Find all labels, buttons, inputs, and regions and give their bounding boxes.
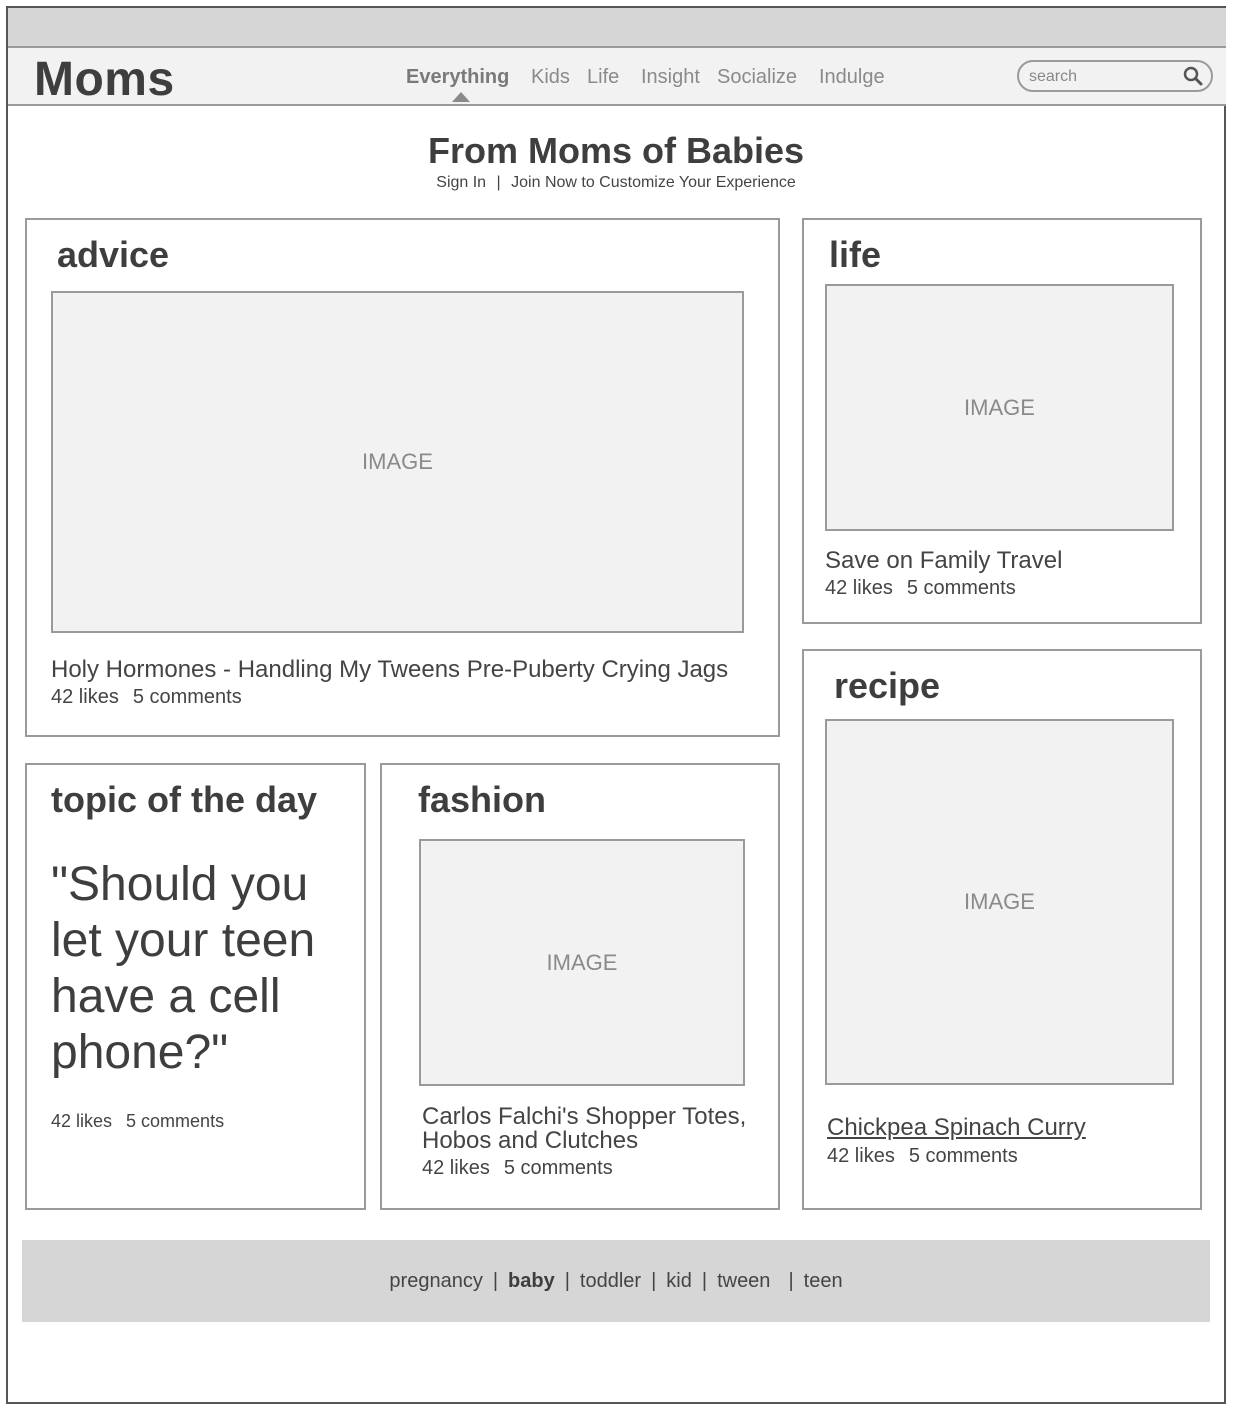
- fashion-image[interactable]: [419, 839, 745, 1086]
- stage-kid-link[interactable]: kid: [666, 1269, 692, 1292]
- browser-top-strip: [8, 8, 1226, 48]
- site-logo[interactable]: Moms: [34, 53, 175, 106]
- card-title: life: [829, 234, 882, 275]
- stage-separator: |: [651, 1269, 657, 1292]
- life-card: [802, 218, 1202, 624]
- stage-separator: |: [492, 1269, 499, 1292]
- advice-meta: [51, 686, 242, 709]
- nav-item-socialize[interactable]: Socialize: [717, 66, 798, 88]
- stage-teen-link[interactable]: teen: [803, 1269, 843, 1292]
- sign-in-link[interactable]: Sign In: [436, 174, 487, 191]
- likes-count[interactable]: 42 likes: [51, 1111, 113, 1131]
- life-headline-link[interactable]: Save on Family Travel: [825, 547, 1063, 574]
- fashion-meta: [422, 1157, 613, 1180]
- fashion-headline-link[interactable]: [422, 1105, 746, 1153]
- image-placeholder-label: IMAGE: [362, 449, 433, 474]
- image-placeholder-label: IMAGE: [964, 394, 1035, 420]
- search-input[interactable]: [1027, 65, 1181, 89]
- life-meta: [825, 577, 1016, 600]
- page-title: From Moms of Babies: [427, 130, 805, 171]
- stage-separator: |: [788, 1269, 794, 1292]
- stage-separator: |: [564, 1269, 570, 1292]
- card-title: fashion: [418, 779, 547, 820]
- fashion-headline-line-2: Hobos and Clutches: [422, 1127, 639, 1154]
- nav-item-everything[interactable]: Everything: [406, 66, 510, 88]
- stage-separator: |: [701, 1269, 708, 1292]
- likes-count[interactable]: 42 likes: [51, 686, 119, 708]
- recipe-card: [802, 649, 1202, 1210]
- card-title: advice: [57, 234, 170, 275]
- comments-count[interactable]: 5 comments: [126, 1111, 225, 1131]
- search-box: [1017, 60, 1213, 92]
- comments-count[interactable]: 5 comments: [503, 1157, 613, 1179]
- advice-image[interactable]: [51, 291, 744, 633]
- stage-tween-link[interactable]: tween: [717, 1269, 771, 1292]
- active-nav-caret-icon: [452, 92, 470, 102]
- likes-count[interactable]: 42 likes: [422, 1157, 490, 1179]
- stage-pregnancy-link[interactable]: pregnancy: [389, 1269, 483, 1292]
- image-placeholder-label: IMAGE: [546, 949, 618, 975]
- card-title: topic of the day: [51, 779, 318, 820]
- stage-toddler-link[interactable]: toddler: [579, 1269, 642, 1292]
- likes-count[interactable]: 42 likes: [827, 1145, 895, 1167]
- recipe-meta: [827, 1145, 1018, 1168]
- stage-baby-link[interactable]: baby: [508, 1269, 555, 1292]
- account-links: [0, 174, 1232, 192]
- comments-count[interactable]: 5 comments: [906, 577, 1016, 599]
- nav-item-insight[interactable]: Insight: [641, 66, 700, 88]
- fashion-headline-line-1: Carlos Falchi's Shopper Totes,: [422, 1103, 747, 1130]
- advice-card: [25, 218, 780, 737]
- likes-count[interactable]: 42 likes: [825, 577, 893, 599]
- topic-meta: [51, 1111, 224, 1132]
- recipe-headline-link[interactable]: Chickpea Spinach Curry: [827, 1114, 1086, 1141]
- site-header: [8, 48, 1226, 106]
- nav-item-life[interactable]: Life: [587, 66, 620, 88]
- nav-item-indulge[interactable]: Indulge: [819, 66, 885, 88]
- nav-item-kids[interactable]: Kids: [531, 66, 570, 88]
- search-icon[interactable]: [1183, 66, 1203, 86]
- comments-count[interactable]: 5 comments: [132, 686, 242, 708]
- life-image[interactable]: [825, 284, 1174, 531]
- footer-stage-nav: [22, 1240, 1210, 1322]
- card-title: recipe: [834, 665, 941, 706]
- comments-count[interactable]: 5 comments: [908, 1145, 1018, 1167]
- fashion-card: [380, 763, 780, 1210]
- image-placeholder-label: IMAGE: [964, 889, 1035, 914]
- topic-quote[interactable]: "Should you let your teen have a cell phone?": [51, 858, 316, 1079]
- topic-of-the-day-card: [25, 763, 366, 1210]
- join-now-link[interactable]: Join Now to Customize Your Experience: [511, 174, 796, 191]
- recipe-image[interactable]: [825, 719, 1174, 1085]
- account-separator: |: [496, 174, 501, 191]
- advice-headline-link[interactable]: Holy Hormones - Handling My Tweens Pre-Puberty Crying Jags: [51, 656, 729, 683]
